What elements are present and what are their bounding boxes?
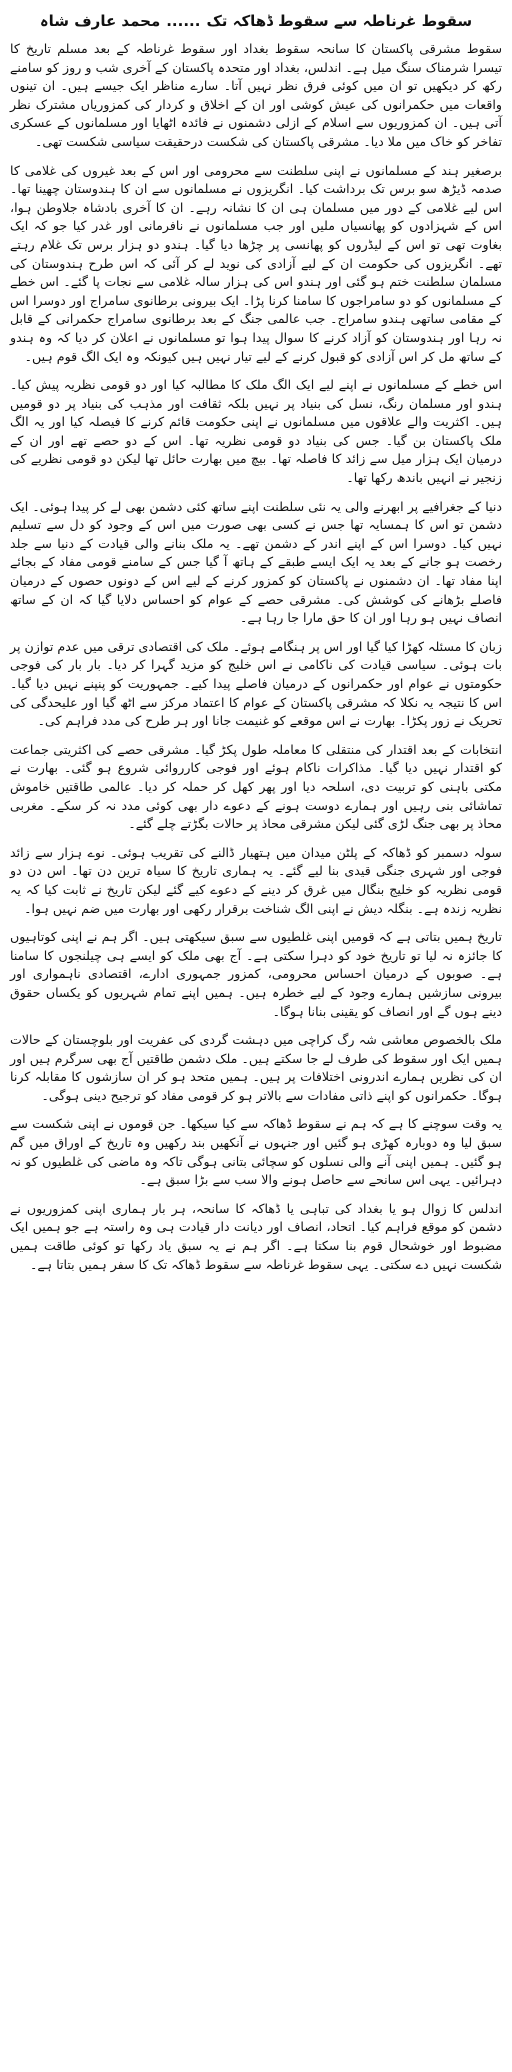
title-separator: ...... bbox=[166, 12, 201, 30]
article-author: محمد عارف شاہ bbox=[39, 12, 161, 30]
article-title: سقوط غرناطہ سے سقوط ڈھاکہ تک bbox=[206, 12, 473, 30]
article-paragraph: ملک بالخصوص معاشی شہ رگ کراچی میں دہشت گردی کی عفریت اور بلوچستان کے حالات ہمیں ایک اور سقوط کی طرف لے جا سکتے ہیں۔ ملک دشمن طاقتیں آج بھی سرگرم ہیں اور ان کی نظریں ہمارے اندرونی اختلافات پر ہیں۔ ہمیں متحد ہو کر ان سازشوں کا مقابلہ کرنا ہوگا۔ حکمرانوں کو اپنے ذاتی مفادات سے بالاتر ہو کر قومی مفاد کو ترجیح دینی ہوگی۔ bbox=[10, 1032, 502, 1103]
article-paragraph: تاریخ ہمیں بتاتی ہے کہ قومیں اپنی غلطیوں سے سبق سیکھتی ہیں۔ اگر ہم نے اپنی کوتاہیوں کا جائزہ نہ لیا تو تاریخ خود کو دہرا سکتی ہے۔ آج بھی ملک کو ایسے ہی چیلنجوں کا سامنا ہے۔ صوبوں کے درمیان احساس محرومی، کمزور جمہوری ادارے، اقتصادی ناہمواری اور بیرونی سازشیں ہمارے وجود کے لیے خطرہ ہیں۔ ہمیں اپنے تمام شہریوں کو یکساں حقوق دینے ہوں گے اور انصاف کو یقینی بنانا ہوگا۔ bbox=[10, 929, 502, 1019]
article-paragraph: انتخابات کے بعد اقتدار کی منتقلی کا معاملہ طول پکڑ گیا۔ مشرقی حصے کی اکثریتی جماعت کو اقتدار نہیں دیا گیا۔ مذاکرات ناکام ہوئے اور فوجی کارروائی شروع ہو گئی۔ بھارت نے مکتی باہنی کو تربیت دی، اسلحہ دیا اور پھر کھل کر حملہ کر دیا۔ عالمی طاقتیں خاموش تماشائی بنی رہیں اور ہمارے دوست ہونے کے دعوے دار بھی کوئی مدد نہ کر سکے۔ مغربی محاذ پر بھی جنگ لڑی گئی لیکن مشرقی محاذ پر حالات بگڑتے چلے گئے۔ bbox=[10, 741, 502, 832]
article-paragraph: دنیا کے جغرافیے پر ابھرنے والی یہ نئی سلطنت اپنے ساتھ کئی دشمن بھی لے کر پیدا ہوئی۔ ایک دشمن تو اس کا ہمسایہ تھا جس نے کسی بھی صورت میں اس کے وجود کو دل سے تسلیم نہیں کیا۔ دوسرا اس کے اپنے اندر کے دشمن تھے۔ یہ ملک بنانے والی قیادت کے دنیا سے جلد رخصت ہو جانے کے بعد یہ ایک ایسے طبقے کے ہاتھ آ گیا جس کے سامنے قومی مفاد کے بجائے اپنا مفاد تھا۔ ان دشمنوں نے پاکستان کو کمزور کرنے کے لیے اس کے دونوں حصوں کے درمیان فاصلے بڑھانے کی کوشش کی۔ مشرقی حصے کے عوام کو احساس دلایا گیا کہ ان کے ساتھ انصاف نہیں ہو رہا اور ان کا حق مارا جا رہا ہے۔ bbox=[10, 498, 502, 626]
article-paragraph: اندلس کا زوال ہو یا بغداد کی تباہی یا ڈھاکہ کا سانحہ، ہر بار ہماری اپنی کمزوریوں نے دشمن کو موقع فراہم کیا۔ اتحاد، انصاف اور دیانت دار قیادت ہی وہ راستہ ہے جو ہمیں ایک مضبوط اور خوشحال قوم بنا سکتا ہے۔ اگر ہم نے یہ سبق یاد رکھا تو کوئی طاقت ہمیں شکست نہیں دے سکتی۔ یہی سقوط غرناطہ سے سقوط ڈھاکہ تک کا سفر ہمیں بتاتا ہے۔ bbox=[10, 1200, 502, 1272]
article-body bbox=[10, 40, 502, 1274]
article-paragraph: سقوط مشرقی پاکستان کا سانحہ سقوط بغداد اور سقوط غرناطہ کے بعد مسلم تاریخ کا تیسرا شرمناک سنگ میل ہے۔ اندلس، بغداد اور متحدہ پاکستان کے آخری شب و روز کو سامنے رکھ کر دیکھیں تو ان میں کوئی فرق نظر نہیں آتا۔ سارے مناظر ایک جیسے ہیں۔ ان تینوں واقعات میں حکمرانوں کی عیش کوشی اور ان کے اخلاق و کردار کی کمزوریاں مشترک نظر آتی ہیں۔ ان کمزوریوں سے اسلام کے ازلی دشمنوں نے فائدہ اٹھایا اور مسلمانوں کے عسکری تفاخر کو خاک میں ملا دیا۔ مشرقی پاکستان کی شکست درحقیقت سیاسی شکست تھی۔ bbox=[10, 41, 502, 149]
article-paragraph: سولہ دسمبر کو ڈھاکہ کے پلٹن میدان میں ہتھیار ڈالنے کی تقریب ہوئی۔ نوے ہزار سے زائد فوجی اور شہری جنگی قیدی بنا لیے گئے۔ یہ ہماری تاریخ کا سیاہ ترین دن تھا۔ اس دن دو قومی نظریہ کو خلیج بنگال میں غرق کر دینے کے دعوے کیے گئے لیکن تاریخ نے ثابت کیا کہ یہ نظریہ زندہ ہے۔ بنگلہ دیش نے اپنی الگ شناخت برقرار رکھی اور بھارت میں ضم نہیں ہوا۔ bbox=[10, 844, 502, 916]
article-paragraph: برصغیر ہند کے مسلمانوں نے اپنی سلطنت سے محرومی اور اس کے بعد غیروں کی غلامی کا صدمہ ڈیڑھ سو برس تک برداشت کیا۔ انگریزوں نے مسلمانوں سے ان کا ہندوستان چھینا تھا۔ اس لیے غلامی کے دور میں مسلمان ہی ان کا نشانہ رہے۔ ان کا آخری بادشاہ جلاوطن ہوا، اس کے شہزادوں کو پھانسیاں ملیں اور جب مسلمانوں نے نافرمانی اور غدر کیا جو کہ ایک بغاوت تھی تو اس کے لیڈروں کو پھانسی پر چڑھا دیا گیا۔ ہندو دو ہزار برس تک غلام رہتے تھے۔ انگریزوں کی حکومت ان کے لیے آزادی کی نوید لے کر آئی کہ اس طرح ہندوستان کی مسلمان سلطنت ختم ہو گئی اور ہندو اس کی ہزار سالہ غلامی سے نجات پا گئے۔ اس خطے کے مسلمانوں کو دو سامراجوں کا سامنا کرنا پڑا۔ ایک بیرونی برطانوی سامراج اور دوسرا اس کے مقامی ساتھی ہندو سامراج۔ جب عالمی جنگ کے بعد برطانوی سامراج حکمرانی کے قابل نہ رہا اور ہندوستان کو آزاد کرنے کا سوال پیدا ہوا تو مسلمانوں نے اعلان کر دیا کہ وہ ہندو کے ساتھ مل کر اس آزادی کو قبول کرنے کے لیے تیار نہیں ہیں کیونکہ وہ ایک الگ قوم ہیں۔ bbox=[10, 162, 502, 364]
article-headline bbox=[10, 12, 502, 30]
article-paragraph: اس خطے کے مسلمانوں نے اپنے لیے ایک الگ ملک کا مطالبہ کیا اور دو قومی نظریہ پیش کیا۔ ہندو اور مسلمان رنگ، نسل کی بنیاد پر نہیں بلکہ ثقافت اور مذہب کی بنیاد پر دو قومیں ہیں۔ اکثریت والے علاقوں میں مسلمانوں نے اپنی حکومت قائم کرنے کا فیصلہ کیا اور یہ الگ ملک پاکستان بن گیا۔ جس کی بنیاد دو قومی نظریہ تھا۔ اس کے دو حصے تھے اور ان کے درمیان ایک ہزار میل سے زائد کا فاصلہ تھا۔ بیچ میں بھارت حائل تھا لیکن دو قومی نظریے کی زنجیر نے انہیں باندھ رکھا تھا۔ bbox=[10, 377, 502, 486]
article-paragraph: یہ وقت سوچنے کا ہے کہ ہم نے سقوط ڈھاکہ سے کیا سیکھا۔ جن قوموں نے اپنی شکست سے سبق لیا وہ دوبارہ کھڑی ہو گئیں اور جنہوں نے آنکھیں بند رکھیں وہ تاریخ کے اوراق میں گم ہو گئیں۔ ہمیں اپنی آنے والی نسلوں کو سچائی بتانی ہوگی تاکہ وہ ماضی کی غلطیوں کو نہ دہرائیں۔ یہی اس سانحے سے حاصل ہونے والا سب سے بڑا سبق ہے۔ bbox=[10, 1116, 502, 1188]
article-paragraph: زبان کا مسئلہ کھڑا کیا گیا اور اس پر ہنگامے ہوئے۔ ملک کی اقتصادی ترقی میں عدم توازن پر بات ہوئی۔ سیاسی قیادت کی ناکامی نے اس خلیج کو مزید گہرا کر دیا۔ بار بار کی فوجی حکومتوں نے عوام اور حکمرانوں کے درمیان فاصلے پیدا کیے۔ جمہوریت کو پنپنے نہیں دیا گیا۔ اس کا نتیجہ یہ نکلا کہ مشرقی پاکستان کے عوام کا اعتماد مرکز سے اٹھ گیا اور علیحدگی کی تحریک نے زور پکڑا۔ بھارت نے اس موقعے کو غنیمت جانا اور ہر طرح کی مدد فراہم کی۔ bbox=[10, 638, 502, 729]
